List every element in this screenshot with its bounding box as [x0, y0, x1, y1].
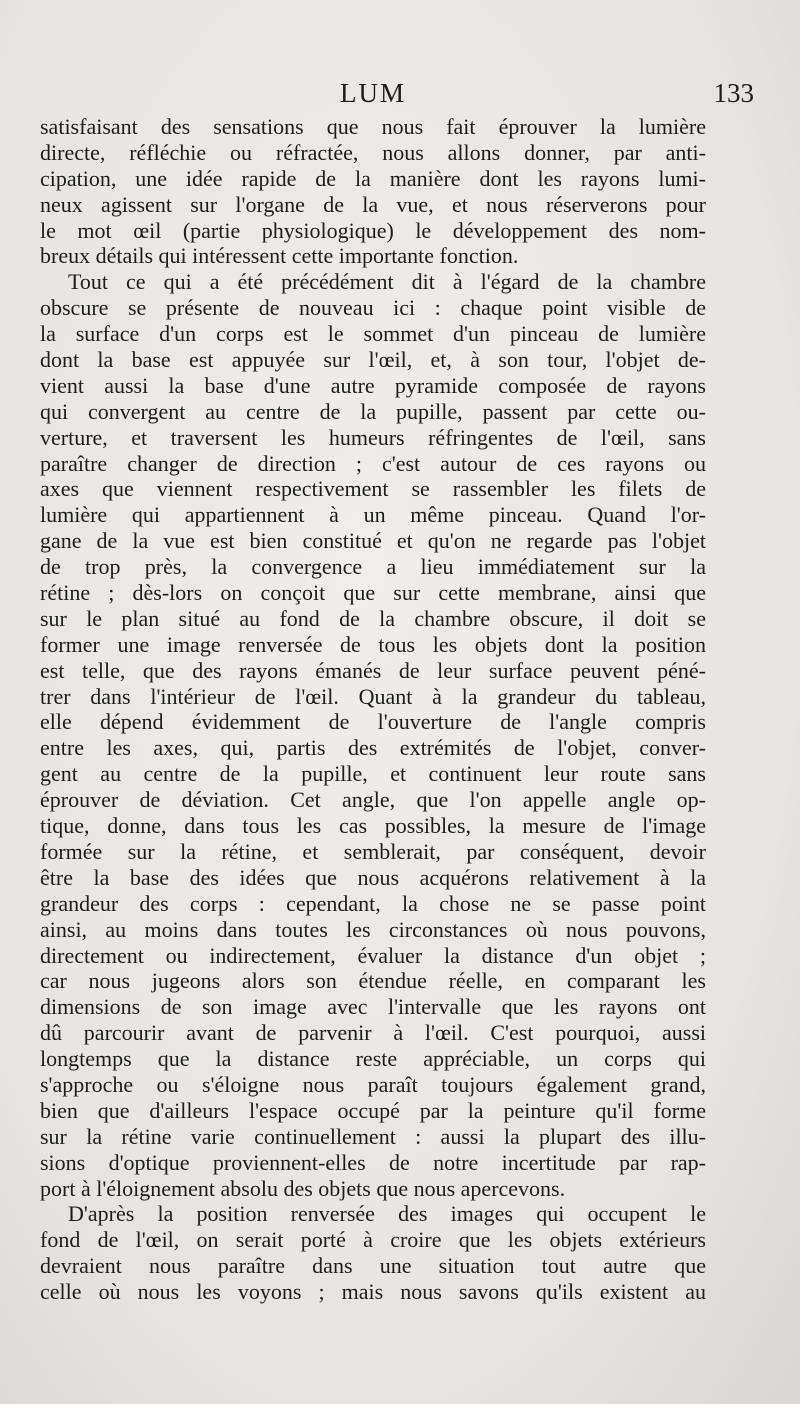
text-line: trer dans l'intérieur de l'œil. Quant à la grandeur du tableau,: [40, 683, 706, 709]
body-text: [40, 114, 706, 1305]
text-line: longtemps que la distance reste appréciable, un corps qui: [40, 1046, 706, 1072]
text-line: fond de l'œil, on serait porté à croire que les objets extérieurs: [40, 1227, 706, 1253]
text-line: sions d'optique proviennent-elles de notre incertitude par rap-: [40, 1149, 706, 1175]
text-line: breux détails qui intéressent cette importante fonction.: [40, 243, 519, 269]
text-line: le mot œil (partie physiologique) le développement des nom-: [40, 217, 706, 243]
text-line: tique, donne, dans tous les cas possibles, la mesure de l'image: [40, 813, 706, 839]
text-line: directe, réfléchie ou réfractée, nous allons donner, par anti-: [40, 139, 706, 165]
text-line: sur la rétine varie continuellement : aussi la plupart des illu-: [40, 1123, 706, 1149]
text-line: entre les axes, qui, partis des extrémités de l'objet, conver-: [40, 735, 706, 761]
text-line: s'approche ou s'éloigne nous paraît toujours également grand,: [40, 1071, 706, 1097]
text-line: port à l'éloignement absolu des objets que nous apercevons.: [40, 1175, 566, 1201]
text-line: celle où nous les voyons ; mais nous savons qu'ils existent au: [40, 1279, 706, 1305]
text-line: bien que d'ailleurs l'espace occupé par la peinture qu'il forme: [40, 1097, 706, 1123]
text-line: être la base des idées que nous acquérons relativement à la: [40, 864, 706, 890]
text-line: formée sur la rétine, et semblerait, par conséquent, devoir: [40, 838, 706, 864]
text-line: ainsi, au moins dans toutes les circonstances où nous pouvons,: [40, 916, 706, 942]
text-line: neux agissent sur l'organe de la vue, et nous réserverons pour: [40, 191, 706, 217]
text-line: qui convergent au centre de la pupille, passent par cette ou-: [40, 398, 706, 424]
text-line: grandeur des corps : cependant, la chose ne se passe point: [40, 890, 706, 916]
text-line: dû parcourir avant de parvenir à l'œil. C'est pourquoi, aussi: [40, 1020, 706, 1046]
text-line: directement ou indirectement, évaluer la distance d'un objet ;: [40, 942, 706, 968]
text-line: D'après la position renversée des images qui occupent le: [68, 1201, 706, 1227]
text-line: la surface d'un corps est le sommet d'un pinceau de lumière: [40, 321, 706, 347]
running-head-title: LUM: [340, 78, 406, 108]
text-line: paraître changer de direction ; c'est autour de ces rayons ou: [40, 450, 706, 476]
text-line: axes que viennent respectivement se rassembler les filets de: [40, 476, 706, 502]
text-line: dont la base est appuyée sur l'œil, et, à son tour, l'objet de-: [40, 347, 706, 373]
text-line: Tout ce qui a été précédément dit à l'égard de la chambre: [68, 269, 706, 295]
text-line: elle dépend évidemment de l'ouverture de l'angle compris: [40, 709, 706, 735]
text-line: gent au centre de la pupille, et continuent leur route sans: [40, 761, 706, 787]
text-line: lumière qui appartiennent à un même pinceau. Quand l'or-: [40, 502, 706, 528]
text-line: rétine ; dès-lors on conçoit que sur cette membrane, ainsi que: [40, 580, 706, 606]
text-line: de trop près, la convergence a lieu immédiatement sur la: [40, 554, 706, 580]
text-line: devraient nous paraître dans une situation tout autre que: [40, 1253, 706, 1279]
text-line: gane de la vue est bien constitué et qu'on ne regarde pas l'objet: [40, 528, 706, 554]
text-line: satisfaisant des sensations que nous fait éprouver la lumière: [40, 114, 706, 139]
text-line: former une image renversée de tous les objets dont la position: [40, 631, 706, 657]
text-line: est telle, que des rayons émanés de leur surface peuvent péné-: [40, 657, 706, 683]
text-line: éprouver de déviation. Cet angle, que l'on appelle angle op-: [40, 787, 706, 813]
running-head: [40, 78, 760, 114]
text-line: cipation, une idée rapide de la manière dont les rayons lumi-: [40, 165, 706, 191]
text-line: car nous jugeons alors son étendue réelle, en comparant les: [40, 968, 706, 994]
text-line: obscure se présente de nouveau ici : chaque point visible de: [40, 295, 706, 321]
text-line: verture, et traversent les humeurs réfringentes de l'œil, sans: [40, 424, 706, 450]
text-line: sur le plan situé au fond de la chambre obscure, il doit se: [40, 605, 706, 631]
page-number: 133: [713, 78, 754, 108]
text-line: vient aussi la base d'une autre pyramide composée de rayons: [40, 372, 706, 398]
text-line: dimensions de son image avec l'intervalle que les rayons ont: [40, 994, 706, 1020]
